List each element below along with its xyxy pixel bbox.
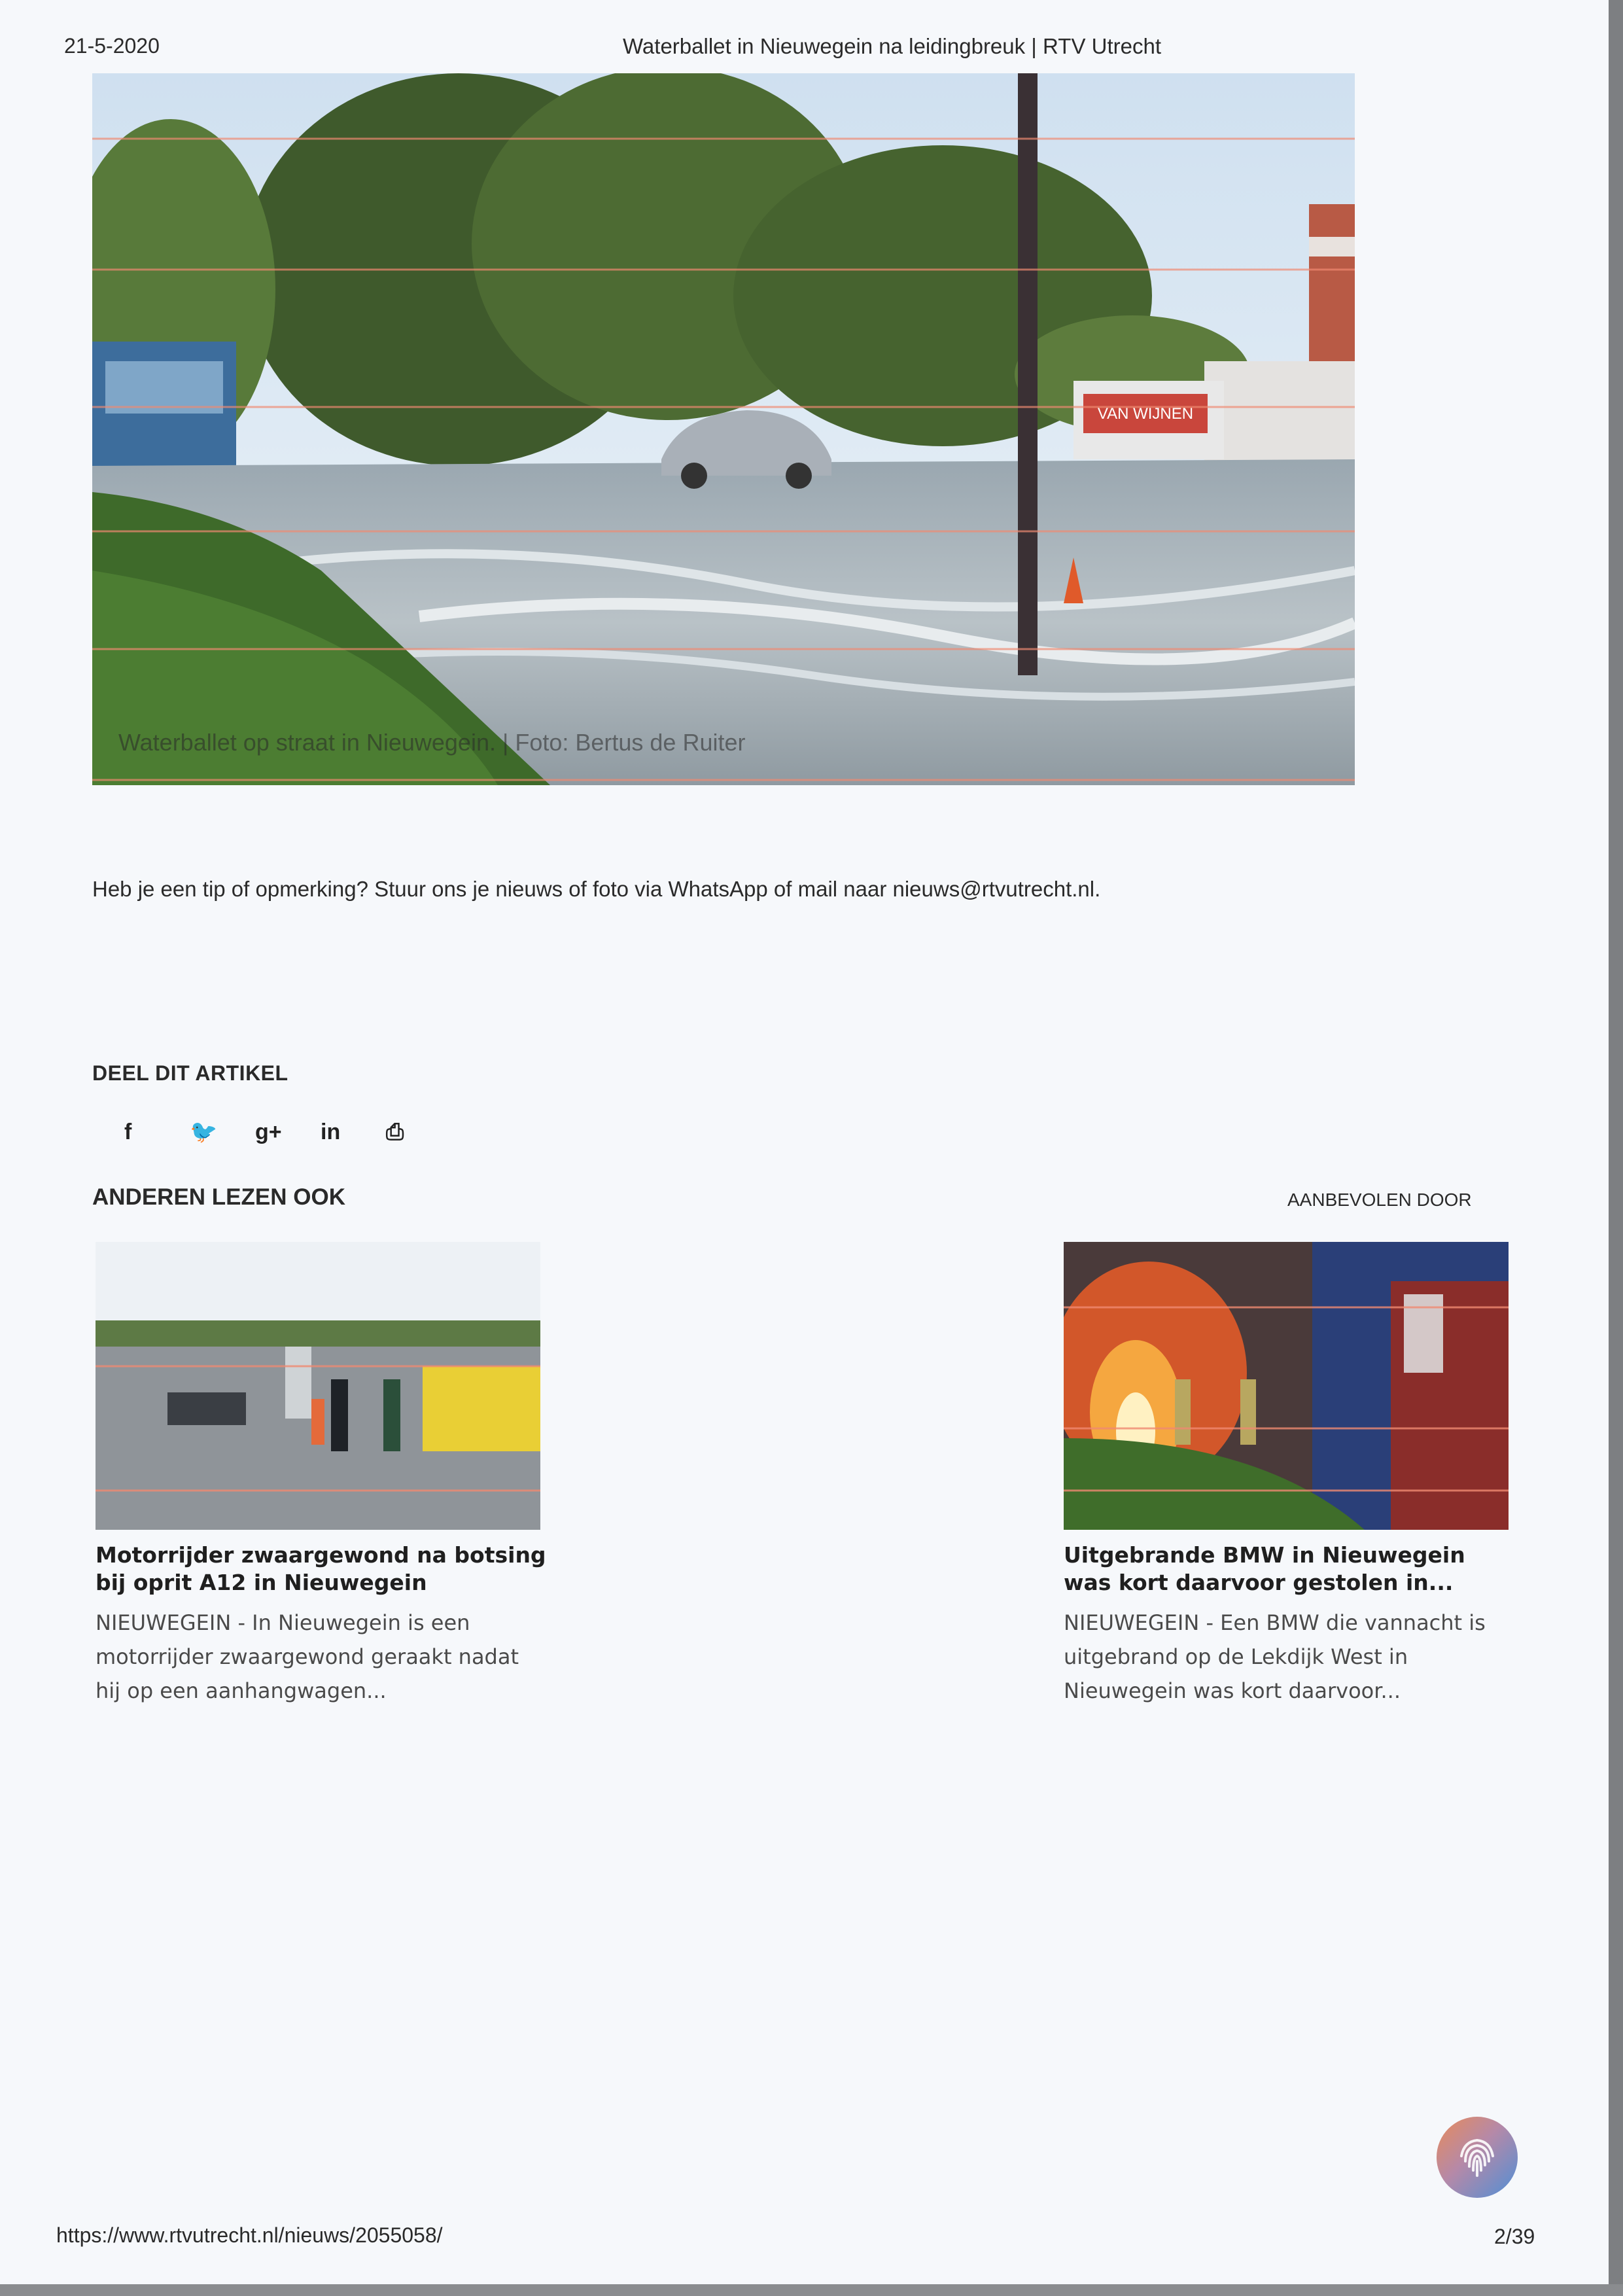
related-card[interactable] xyxy=(1064,1242,1515,1708)
google-plus-icon[interactable]: g+ xyxy=(255,1119,282,1144)
construction-sign-text: VAN WIJNEN xyxy=(1097,405,1194,423)
print-date: 21-5-2020 xyxy=(64,34,160,58)
share-icon-row xyxy=(124,1116,451,1148)
related-headline[interactable]: Uitgebrande BMW in Nieuwegein was kort daarvoor gestolen in... xyxy=(1064,1542,1465,1595)
fingerprint-button[interactable] xyxy=(1437,2117,1518,2198)
flooded-street-photo xyxy=(92,73,1355,785)
burning-car-photo xyxy=(1064,1242,1509,1530)
related-excerpt: NIEUWEGEIN - In Nieuwegein is een motorrijder zwaargewond geraakt nadat hij op een aanhangwagen... xyxy=(96,1610,519,1703)
related-heading: ANDEREN LEZEN OOK xyxy=(92,1184,345,1210)
tip-text: Heb je een tip of opmerking? Stuur ons je nieuws of foto via WhatsApp of mail naar nieuws@rtvutrecht.nl. xyxy=(92,877,1101,901)
scan-paper-bottom xyxy=(0,2284,1623,2296)
linkedin-icon[interactable]: in xyxy=(321,1119,341,1144)
recommended-by-label: AANBEVOLEN DOOR xyxy=(1287,1190,1472,1210)
related-headline[interactable]: Motorrijder zwaargewond na botsing bij oprit A12 in Nieuwegein xyxy=(96,1542,546,1595)
twitter-icon[interactable]: 🐦 xyxy=(190,1120,218,1144)
related-card[interactable] xyxy=(96,1242,547,1708)
print-icon[interactable]: ⎙ xyxy=(386,1119,404,1144)
fingerprint-icon xyxy=(1450,2130,1505,2185)
share-heading: DEEL DIT ARTIKEL xyxy=(92,1061,288,1085)
facebook-icon[interactable]: f xyxy=(124,1119,132,1144)
hero-photo xyxy=(92,73,1355,785)
related-thumbnail[interactable] xyxy=(96,1242,540,1530)
photo-caption: Waterballet op straat in Nieuwegein. | Foto: Bertus de Ruiter xyxy=(118,729,746,756)
print-url: https://www.rtvutrecht.nl/nieuws/2055058/ xyxy=(56,2223,443,2247)
related-thumbnail[interactable] xyxy=(1064,1242,1509,1530)
print-page-title: Waterballet in Nieuwegein na leidingbreuk | RTV Utrecht xyxy=(623,34,1161,58)
scan-paper-edge xyxy=(1609,0,1623,2296)
accident-photo xyxy=(96,1242,540,1530)
related-excerpt: NIEUWEGEIN - Een BMW die vannacht is uitgebrand op de Lekdijk West in Nieuwegein was kort daarvoor... xyxy=(1064,1610,1486,1703)
page-number: 2/39 xyxy=(1494,2225,1535,2248)
